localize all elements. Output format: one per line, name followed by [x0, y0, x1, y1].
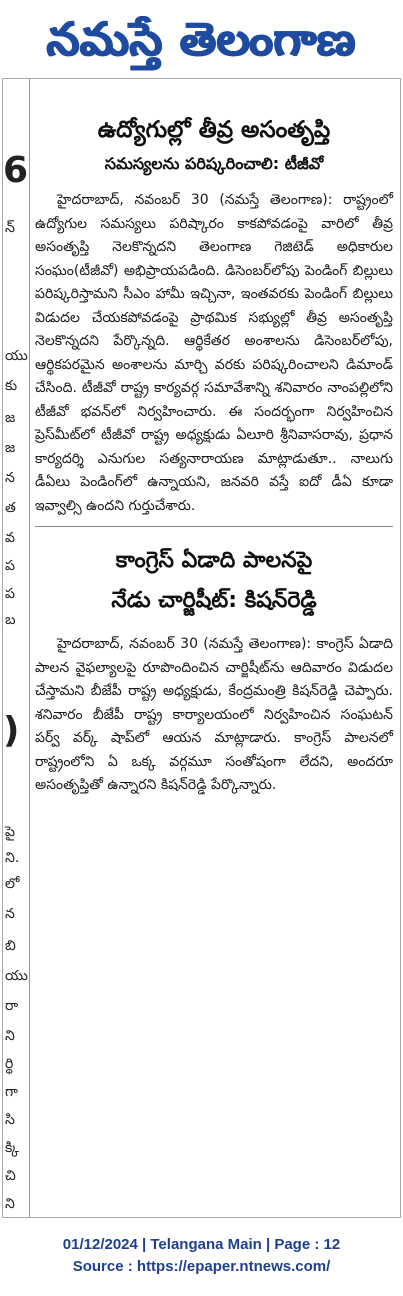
article2-headline-line2: నేడు చార్జిషీట్: కిషన్‌రెడ్డి — [111, 588, 317, 613]
fragment-text: న — [5, 906, 15, 922]
article1-subhead: సమస్యలను పరిష్కరించాలి: టీజీవో — [104, 154, 324, 173]
fragment-text: చి — [5, 1168, 16, 1184]
fragment-text: క్కి — [5, 1140, 20, 1156]
fragment-text: ప — [5, 558, 15, 574]
fragment-text: సి — [5, 1112, 15, 1128]
adjacent-column-fragments — [3, 79, 30, 1217]
fragment-text: లో — [5, 876, 20, 892]
fragment-text: పై — [5, 824, 15, 840]
fragment-text: వ — [5, 530, 15, 546]
article1-headline: ఉద్యోగుల్లో తీవ్ర అసంతృప్తి — [97, 117, 331, 143]
fragment-glyph: ) — [3, 710, 20, 751]
footer-edition: 01/12/2024 | Telangana Main | Page : 12 — [62, 1236, 341, 1253]
fragment-text: ప — [5, 586, 15, 602]
fragment-text: త — [5, 500, 16, 516]
fragment-text: కు — [5, 378, 18, 394]
fragment-text: న్ — [5, 220, 15, 236]
article1-body: హైదరాబాద్, నవంబర్ 30 (నమస్తే తెలంగాణ): రాష్ట్రంలో ఉద్యోగుల సమస్యలు పరిష్కారం కాకపోవడంపై వారిలో తీవ్ర అసంతృప్తి నెలకొన్నదని తెలంగాణ గెజిటెడ్ అధికారుల సంఘం(టీజీవో) అభిప్రాయపడింది. డిసెంబర్‌లోపు పెండింగ్ బిల్లులు పరిష్కరిస్తామని సీఎం హామీ ఇచ్చినా, ఇంతవరకు పెండింగ్ బిల్లులు విడుదల చేయకపోవడంపై ప్రాథమిక సభ్యుల్లో తీవ్ర అసంతృప్తి నెలకొన్నదని పేర్కొన్నది. ఆర్థికేతర అంశాలను డిసెంబర్‌లోపు, ఆర్థికపరమైన అంశాలను మార్చి వరకు పరిష్కరించాలని డిమాండ్ చేసింది. టీజీవో రాష్ట్ర కార్యవర్గ సమావేశాన్ని శనివారం నాంపల్లిలోని టీజీవో భవన్‌లో నిర్వహించారు. ఈ సందర్భంగా నిర్వహించిన ప్రెస్‌మీట్‌లో టీజీవో రాష్ట్ర అధ్యక్షుడు ఏలూరి శ్రీనివాసరావు, ప్రధాన కార్యదర్శి ఎనుగుల సత్యనారాయణ మాట్లాడుతూ.. నాలుగు డీఏలు పెండింగ్‌లో ఉన్నాయని, జనవరి వస్తే ఐదో డీఏ కూడా ఇవ్వాల్సి ఉందని గుర్తుచేశారు. — [35, 192, 393, 514]
fragment-text: ర్థి — [5, 1056, 14, 1072]
fragment-text: జ — [5, 440, 16, 456]
fragment-text: బి — [5, 938, 16, 954]
clipping-frame — [2, 78, 401, 1218]
fragment-text: న — [5, 470, 15, 486]
article2-headline — [35, 527, 393, 621]
fragment-text: జ — [5, 410, 16, 426]
fragment-text: ని — [5, 1028, 15, 1044]
article2-headline-line1: కాంగ్రెస్ ఏడాది పాలనపై — [115, 548, 313, 573]
masthead-title: నమస్తే తెలంగాణ — [46, 12, 357, 66]
fragment-text: ని — [5, 1196, 15, 1212]
fragment-text: యు — [5, 348, 28, 364]
fragment-text: గా — [5, 1084, 18, 1100]
fragment-text: రా — [5, 998, 19, 1014]
fragment-text: యు — [5, 968, 28, 984]
fragment-glyph: 6 — [3, 150, 29, 191]
article2-body: హైదరాబాద్, నవంబర్ 30 (నమస్తే తెలంగాణ): కాంగ్రెస్ ఏడాది పాలన వైఫల్యాలపై రూపొందించిన చార్జిషీట్‌ను ఆదివారం విడుదల చేస్తామని బీజేపీ రాష్ట్ర అధ్యక్షుడు, కేంద్రమంత్రి కిషన్‌రెడ్డి చెప్పారు. శనివారం బీజేపీ రాష్ట్ర కార్యాలయంలో నిర్వహించిన సంఘటన్ పర్వ్ వర్క్ షాప్‌లో ఆయన మాట్లాడారు. కాంగ్రెస్ పాలనలో రాష్ట్రంలోని ఏ ఒక్క వర్గమూ సంతోషంగా లేదని, అందరూ అసంతృప్తితో ఉన్నారని కిషన్‌రెడ్డి పేర్కొన్నారు. — [35, 636, 393, 793]
fragment-text: ని. — [5, 850, 20, 866]
article-column — [35, 79, 393, 1217]
fragment-text: బ — [5, 612, 16, 628]
footer-source: Source : https://epaper.ntnews.com/ — [72, 1258, 331, 1275]
